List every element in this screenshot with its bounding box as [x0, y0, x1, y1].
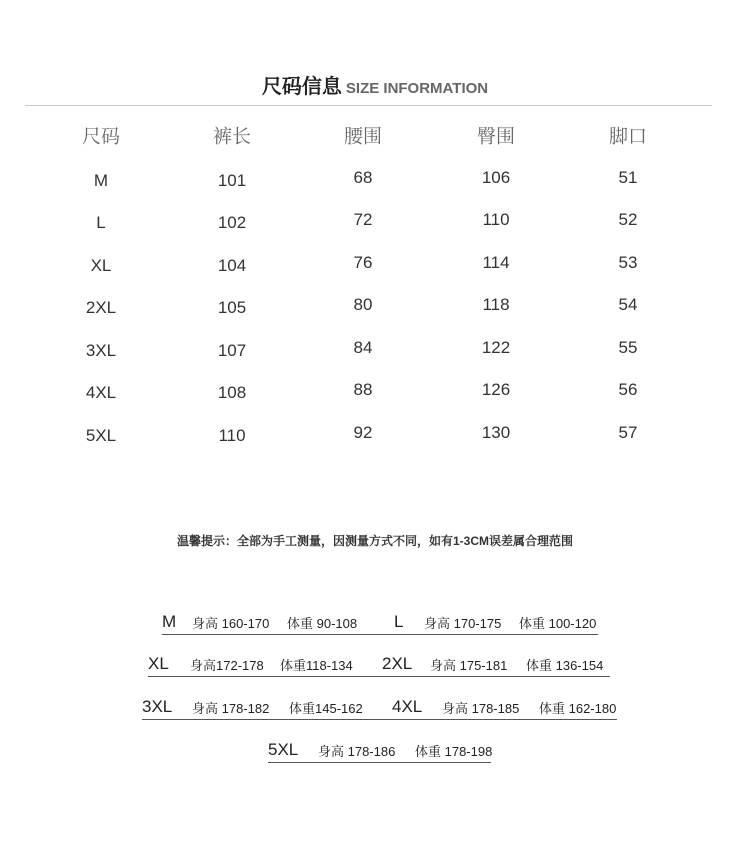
column-header: 裤长 — [212, 126, 251, 148]
height-range: 身高 178-185 — [442, 701, 520, 716]
table-cell: 122 — [481, 338, 511, 357]
table-cell: 105 — [217, 298, 247, 317]
table-cell: 76 — [353, 253, 373, 272]
height-range: 身高 178-182 — [192, 701, 270, 716]
table-cell: 108 — [217, 383, 247, 402]
table-cell: 3XL — [85, 341, 117, 360]
height-range: 身高 170-175 — [424, 616, 502, 631]
table-cell: 54 — [618, 295, 638, 314]
size-label: 3XL — [142, 697, 173, 716]
table-cell: 106 — [481, 168, 511, 187]
table-cell: M — [93, 171, 109, 190]
table-cell: 114 — [482, 253, 510, 272]
table-cell: 5XL — [85, 426, 117, 445]
weight-range: 体重145-162 — [289, 701, 363, 716]
table-cell: 55 — [618, 338, 638, 357]
size-label: 5XL — [268, 740, 299, 759]
title-zh: 尺码信息 — [261, 76, 342, 98]
table-cell: 4XL — [85, 383, 117, 402]
table-cell: 53 — [618, 253, 638, 272]
column-header: 臀围 — [476, 126, 515, 148]
table-cell: 57 — [618, 423, 638, 442]
table-cell: XL — [90, 256, 112, 275]
divider — [25, 105, 712, 106]
column-header: 脚口 — [608, 126, 647, 148]
recommendation-row — [148, 654, 610, 677]
weight-range: 体重118-134 — [280, 658, 353, 673]
table-cell: 88 — [353, 380, 373, 399]
table-cell: 110 — [482, 210, 510, 229]
table-cell: 102 — [217, 213, 247, 232]
table-cell: 118 — [482, 295, 510, 314]
height-range: 身高 160-170 — [192, 616, 270, 631]
table-cell: 130 — [481, 423, 511, 442]
size-label: 2XL — [382, 654, 413, 673]
table-cell: 72 — [353, 210, 373, 229]
table-cell: 101 — [217, 171, 247, 190]
table-cell: 126 — [481, 380, 511, 399]
weight-range: 体重 100-120 — [519, 616, 597, 631]
weight-range: 体重 178-198 — [415, 744, 493, 759]
size-label: 4XL — [392, 697, 423, 716]
size-label: L — [394, 612, 404, 631]
table-cell: 52 — [618, 210, 638, 229]
column-header: 腰围 — [343, 126, 382, 148]
table-cell: L — [96, 213, 106, 232]
height-range: 身高172-178 — [190, 658, 264, 673]
table-cell: 110 — [218, 426, 246, 445]
recommendation-row — [268, 740, 491, 763]
size-label: M — [162, 612, 177, 631]
weight-range: 体重 136-154 — [526, 658, 604, 673]
size-label: XL — [148, 654, 169, 673]
weight-range: 体重 162-180 — [539, 701, 617, 716]
table-cell: 84 — [353, 338, 373, 357]
page-title — [0, 70, 750, 99]
table-cell: 104 — [217, 256, 247, 275]
measurement-note: 温馨提示：全部为手工测量，因测量方式不同，如有1-3CM误差属合理范围 — [176, 534, 573, 548]
table-cell: 68 — [353, 168, 373, 187]
column-header: 尺码 — [81, 126, 120, 148]
height-range: 身高 178-186 — [318, 744, 396, 759]
recommendation-row — [162, 612, 598, 635]
table-cell: 56 — [618, 380, 638, 399]
table-cell: 107 — [217, 341, 247, 360]
table-cell: 80 — [353, 295, 373, 314]
table-cell: 51 — [618, 168, 638, 187]
table-cell: 92 — [353, 423, 373, 442]
table-cell: 2XL — [85, 298, 117, 317]
recommendation-row — [142, 697, 617, 720]
weight-range: 体重 90-108 — [287, 616, 358, 631]
title-en: SIZE INFORMATION — [345, 80, 489, 97]
height-range: 身高 175-181 — [430, 658, 508, 673]
